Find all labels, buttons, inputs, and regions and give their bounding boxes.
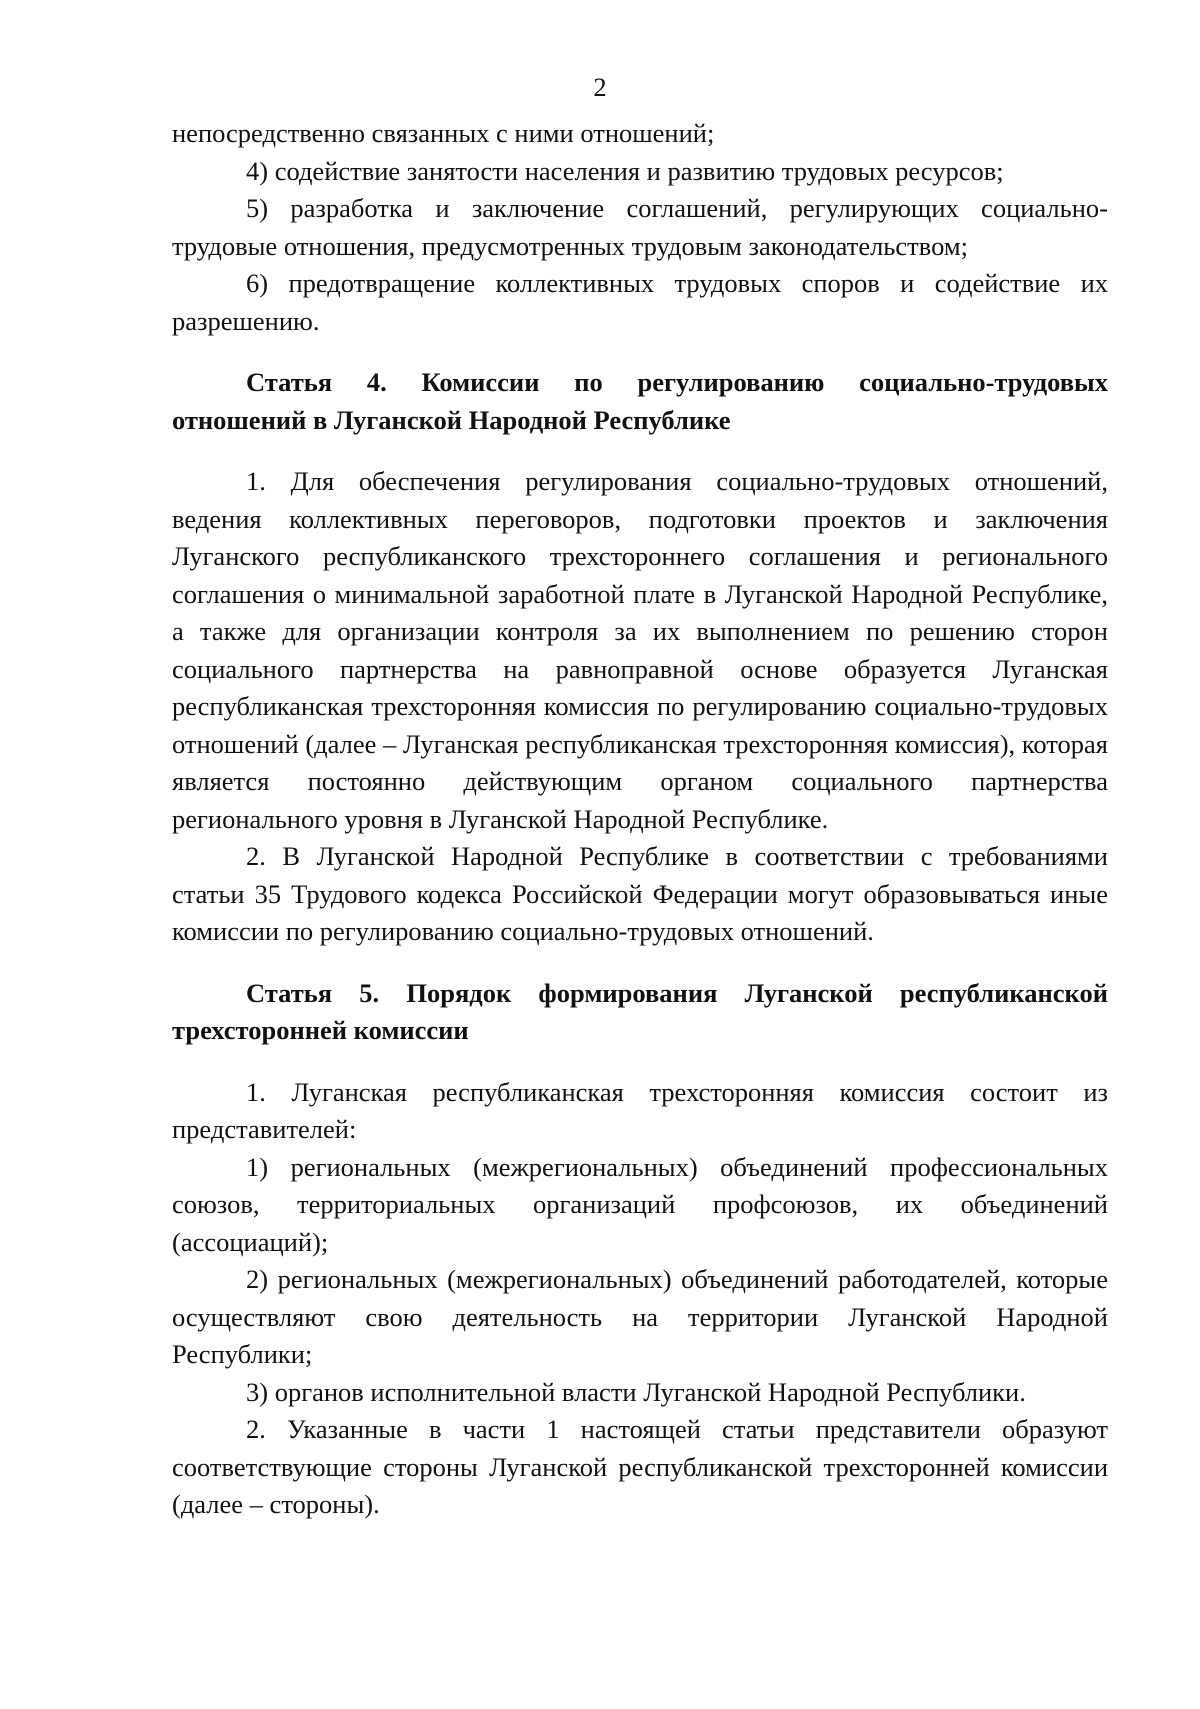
list-item-4: 4) содействие занятости населения и развитию трудовых ресурсов; — [246, 155, 1004, 186]
article-5-part-2: 2. Указанные в части 1 настоящей статьи представители образуют соответствующие стороны Луганской республиканской трехсторонней комиссии (далее – стороны). — [172, 1414, 1108, 1519]
article-5-part-1: 1. Луганская республиканская трехсторонняя комиссия состоит из представителей: — [172, 1076, 1108, 1144]
article-4-heading: Статья 4. Комиссии по регулированию социально-трудовых отношений в Луганской Народной Республике — [172, 367, 1108, 435]
article-4-part-1: 1. Для обеспечения регулирования социально-трудовых отношений, ведения коллективных переговоров, подготовки проектов и заключения Луганского республиканского трехстороннего соглашения и регионального соглашения о минимальной заработной плате в Луганской Народной Республике, а также для организации контроля за их выполнением по решению сторон социального партнерства на равноправной основе образуется Луганская республиканская трехсторонняя комиссия по регулированию социально-трудовых отношений (далее – Луганская республиканская трехсторонняя комиссия), которая является постоянно действующим органом социального партнерства регионального уровня в Луганской Народной Республике. — [172, 466, 1108, 834]
page-number: 2 — [593, 72, 607, 102]
article-5-item-3: 3) органов исполнительной власти Луганской Народной Республики. — [246, 1376, 1026, 1407]
article-5-heading: Статья 5. Порядок формирования Луганской республиканской трехсторонней комиссии — [172, 977, 1108, 1045]
article-5-item-2: 2) региональных (межрегиональных) объединений работодателей, которые осуществляют свою деятельность на территории Луганской Народной Республики; — [172, 1264, 1108, 1369]
document-body — [172, 115, 1108, 1524]
list-item-6: 6) предотвращение коллективных трудовых споров и содействие их разрешению. — [172, 268, 1108, 336]
article-4-part-2: 2. В Луганской Народной Республике в соответствии с требованиями статьи 35 Трудового кодекса Российской Федерации могут образовываться иные комиссии по регулированию социально-трудовых отношений. — [172, 841, 1108, 946]
article-5-item-1: 1) региональных (межрегиональных) объединений профессиональных союзов, территориальных организаций профсоюзов, их объединений (ассоциаций); — [172, 1151, 1108, 1257]
list-item-5: 5) разработка и заключение соглашений, регулирующих социально-трудовые отношения, предусмотренных трудовым законодательством; — [172, 193, 1108, 261]
paragraph: непосредственно связанных с ними отношений; — [172, 118, 715, 148]
